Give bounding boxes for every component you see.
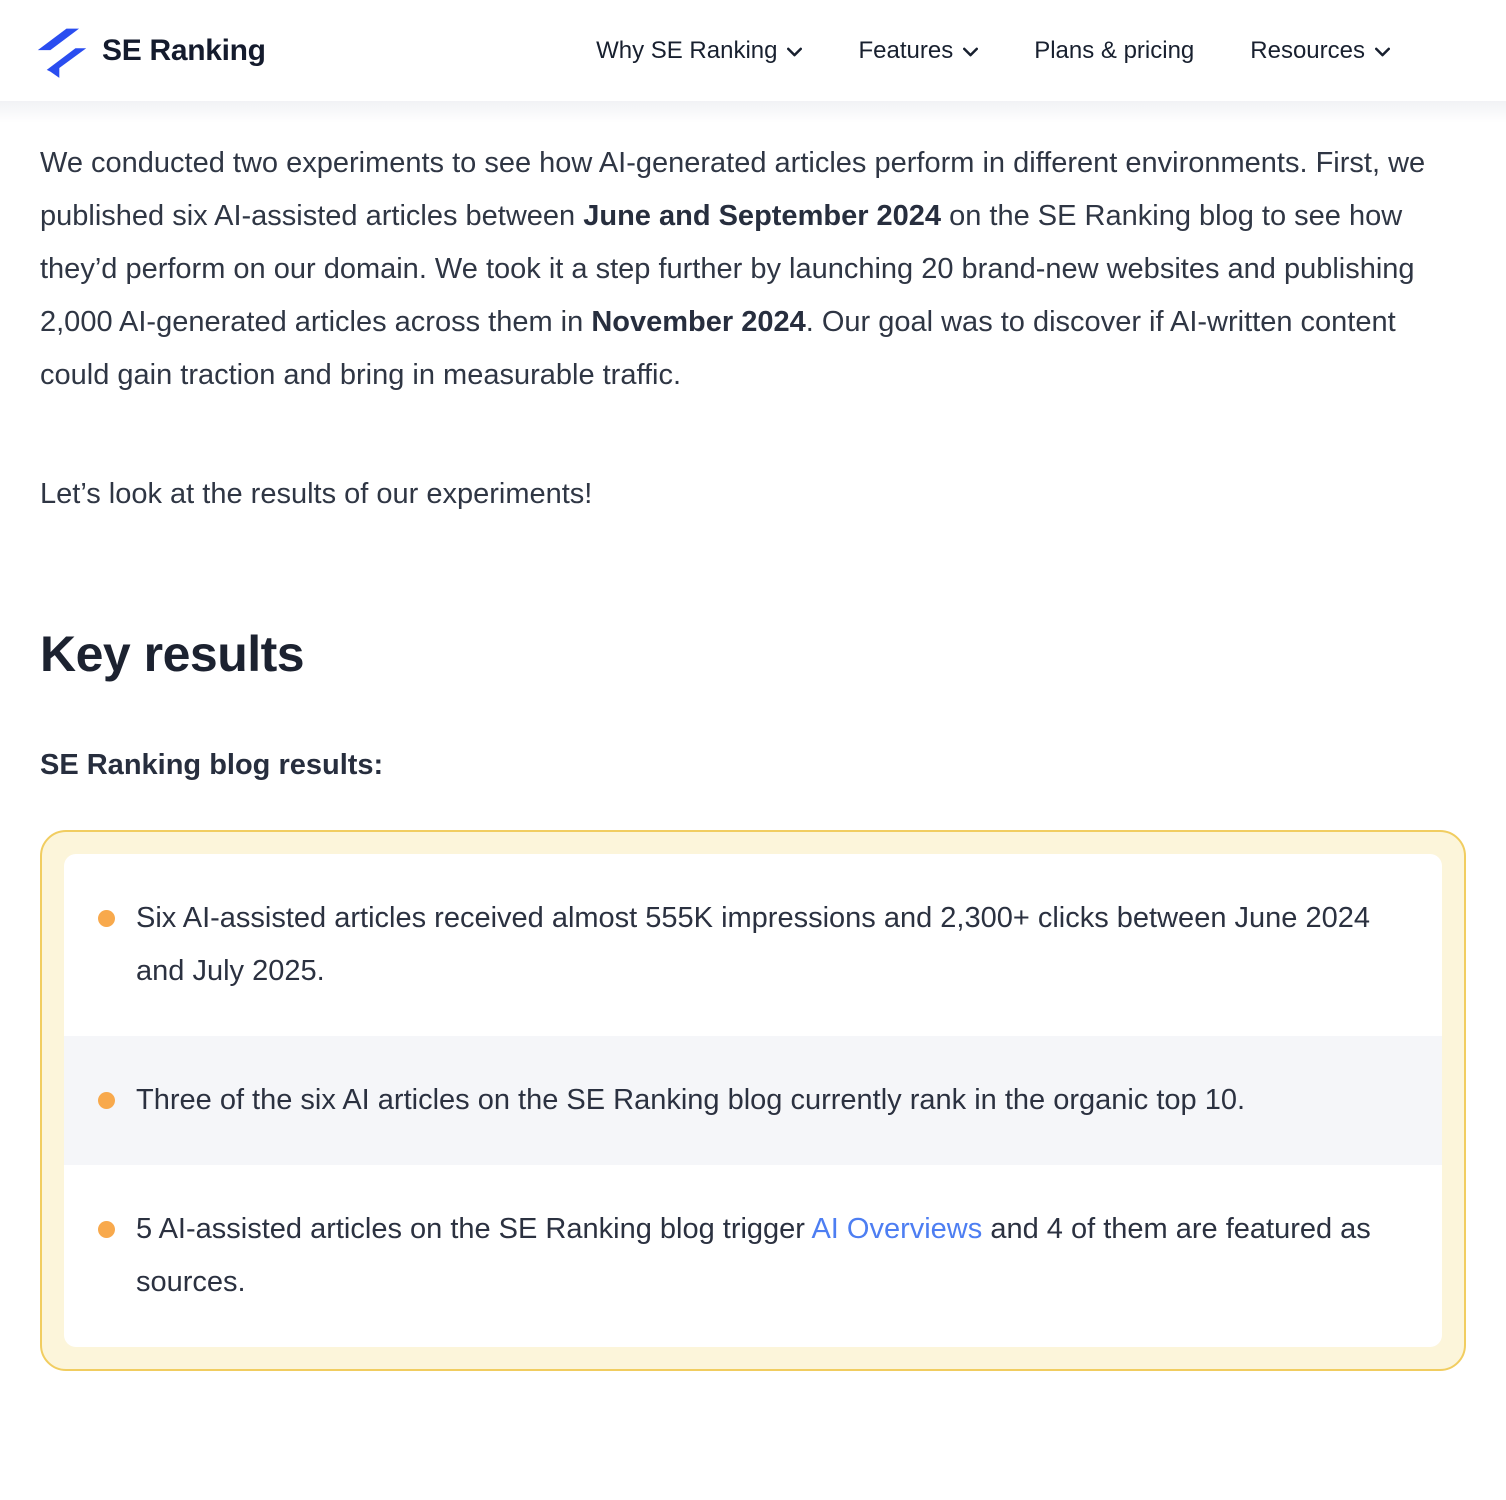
header-shadow [0,101,1506,123]
chevron-down-icon [1375,47,1390,57]
nav-item-resources[interactable] [1250,37,1390,65]
nav-item-label: Plans & pricing [1034,36,1195,64]
intro-paragraph: We conducted two experiments to see how AI-generated articles perform in different environments. First, we published six AI-assisted articles between June and September 2024 on the SE Ranking blog to see how they’d perform on our domain. We took it a step further by launching 20 brand-new websites and publishing 2,000 AI-generated articles across them in November 2024. Our goal was to discover if AI-written content could gain traction and bring in measurable traffic. [40,147,1426,391]
bullet-dot-icon [98,910,115,927]
chevron-down-icon [963,47,978,57]
site-header [0,0,1506,101]
result-item [64,1165,1442,1347]
result-item [64,854,1442,1036]
result-text: 5 AI-assisted articles on the SE Ranking blog trigger AI Overviews and 4 of them are featured as sources. [136,1213,1371,1298]
chevron-down-icon [787,47,802,57]
nav-item-features[interactable] [858,37,978,65]
nav-item-label: Why SE Ranking [596,36,778,64]
logo-text: SE Ranking [102,33,266,67]
nav-item-label: Features [858,36,954,64]
section-heading: Key results [40,626,305,682]
inline-link[interactable]: AI Overviews [811,1213,983,1245]
nav-item-label: Resources [1250,36,1365,64]
article-content [0,123,1506,1371]
bullet-dot-icon [98,1221,115,1238]
se-ranking-logo-icon [36,23,88,79]
bullet-dot-icon [98,1092,115,1109]
nav-item-plans-pricing[interactable] [1034,37,1194,65]
key-results-card [64,854,1442,1347]
nav-item-why-se-ranking[interactable] [596,37,802,65]
main-nav [596,37,1390,65]
subheading: SE Ranking blog results: [40,749,384,781]
result-item [64,1036,1442,1165]
result-text: Three of the six AI articles on the SE Ranking blog currently rank in the organic top 10. [136,1084,1246,1116]
leadin-paragraph: Let’s look at the results of our experiments! [40,478,593,510]
logo[interactable] [36,23,266,79]
key-results-box [40,830,1466,1371]
result-text: Six AI-assisted articles received almost 555K impressions and 2,300+ clicks between June 2024 and July 2025. [136,902,1370,987]
